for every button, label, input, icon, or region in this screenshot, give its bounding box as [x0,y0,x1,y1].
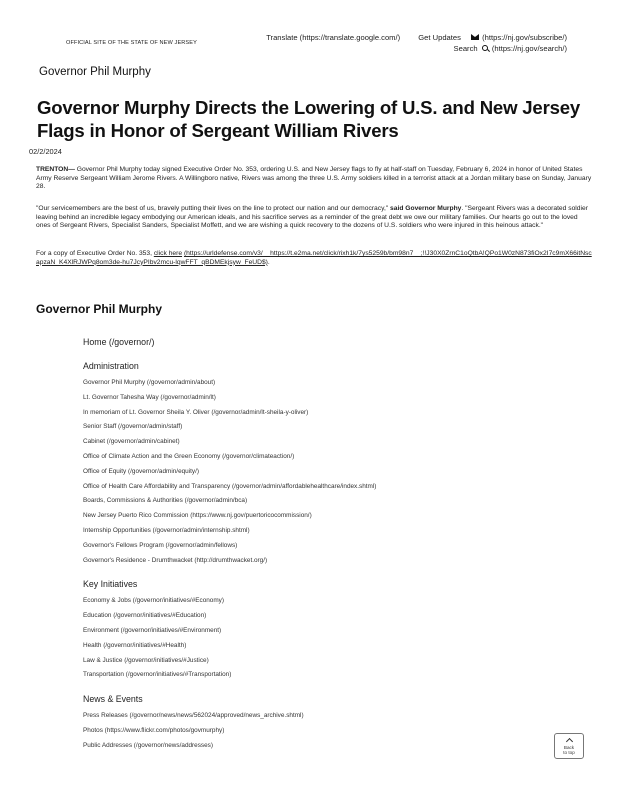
nav-item[interactable]: Governor Phil Murphy (/governor/admin/about) [83,379,216,386]
search-label: Search [453,44,478,53]
nav-item[interactable]: Environment (/governor/initiatives/#Environment) [83,626,222,634]
nav-item[interactable]: Office of Health Care Affordability and Transparency (/governor/admin/affordablehealthcare/index.shtml) [83,482,377,490]
nav-heading-administration: Administration [83,361,139,371]
nav-item[interactable]: Public Addresses (/governor/news/addresses) [83,741,214,749]
back-to-top-button[interactable] [554,733,584,759]
back-to-top-line2: to top [563,750,575,755]
envelope-icon [471,34,479,40]
site-nav [83,337,563,757]
paragraph-3-text: For a copy of Executive Order No. 353, [36,250,154,257]
get-updates-url: (https://nj.gov/subscribe/) [482,33,567,42]
site-brand[interactable]: Governor Phil Murphy [39,66,151,78]
article-date: 02/2/2024 [29,147,62,156]
article-paragraph-2 [36,205,592,231]
utility-nav [258,32,567,54]
official-site-label: OFFICIAL SITE OF THE STATE OF NEW JERSEY [66,40,197,46]
nav-item[interactable]: Boards, Commissions & Authorities (/governor/admin/bca) [83,497,248,505]
page-title: Governor Murphy Directs the Lowering of U.S. and New Jersey Flags in Honor of Sergeant William Rivers [37,97,581,141]
nav-item[interactable]: Health (/governor/initiatives/#Health) [83,641,187,649]
nav-item[interactable]: Lt. Governor Tahesha Way (/governor/admin/lt) [83,393,216,401]
nav-item[interactable]: Law & Justice (/governor/initiatives/#Justice) [83,656,209,664]
translate-link[interactable]: Translate (https://translate.google.com/) [266,33,401,42]
nav-item[interactable]: Governor's Residence - Drumthwacket (http://drumthwacket.org/) [83,556,268,564]
nav-item[interactable]: Education (/governor/initiatives/#Education) [83,612,207,620]
search-url: (https://nj.gov/search/) [491,44,567,53]
executive-order-url[interactable]: (https://urldefense.com/v3/__https://t.e2ma.net/click/rixh1k/7ys5259b/bm98n7__;!!J30X0ZrnC1oQtbA!QPo1W0zN873fiOx2I7c9mX66itNscapzaN_K4XlRJWPq8om3de-hu7JcyPIbv2mcu-lqwFFT_qBDMEkjsyw_FeUD$) [36,250,592,266]
get-updates-link[interactable] [410,33,567,42]
paragraph-3-end: . [267,258,270,266]
paragraph-1-text: Governor Phil Murphy today signed Executive Order No. 353, ordering U.S. and New Jersey flags to fly at half-staff on Tuesday, February 6, 2024 in honor of United States Army Reserve Sergeant William Jerome Rivers. A Willingboro native, Rivers was among the three U.S. Army soldiers killed in a terrorist attack at a Jordan military base on Sunday, January 28. [36,166,592,191]
nav-item[interactable]: Office of Climate Action and the Green Economy (/governor/climateaction/) [83,452,295,460]
chevron-up-icon [565,738,572,745]
get-updates-label: Get Updates [418,33,461,42]
nav-item[interactable]: Cabinet (/governor/admin/cabinet) [83,438,180,446]
nav-item[interactable]: Governor's Fellows Program (/governor/admin/fellows) [83,541,238,549]
nav-item[interactable]: In memoriam of Lt. Governor Sheila Y. Oliver (/governor/admin/lt-sheila-y-oliver) [83,408,309,416]
search-icon [482,45,488,51]
nav-heading-initiatives: Key Initiatives [83,579,138,590]
back-to-top-line1: Back [563,745,575,750]
nav-item[interactable]: Press Releases (/governor/news/news/562024/approved/news_archive.shtml) [83,712,304,720]
nav-item[interactable]: Economy & Jobs (/governor/initiatives/#Economy) [83,597,225,605]
nav-item[interactable]: New Jersey Puerto Rico Commission (https://www.nj.gov/puertoricocommission/) [83,512,312,520]
nav-item[interactable]: Internship Opportunities (/governor/admin/internship.shtml) [83,526,250,534]
executive-order-link[interactable]: click here [153,250,183,257]
nav-item[interactable]: Photos (https://www.flickr.com/photos/govmurphy) [83,726,225,734]
nav-home-link[interactable]: Home (/governor/) [83,337,155,347]
dateline: TRENTON— [36,166,75,173]
nav-item[interactable]: Office of Equity (/governor/admin/equity/) [83,467,200,475]
nav-heading-news: News & Events [83,694,143,705]
quote-part-2: . "Sergeant Rivers was a decorated soldier leaving behind an incredible legacy embodying our American ideals, and his sacrifice serves as a reminder of the great debt we owe our military families. Our hearts go out to the loved ones of Sergeant Rivers, Specialist Sanders, Specialist Moffett, and we are wishing a quick recovery to the dozens of U.S. soldiers who were injured in this heinous attack." [36,205,588,230]
article-paragraph-3 [36,250,592,267]
nav-item[interactable]: Transportation (/governor/initiatives/#Transportation) [83,671,232,679]
quote-attribution: said Governor Murphy [388,205,462,212]
search-link[interactable] [258,43,567,54]
nav-section-title: Governor Phil Murphy [36,302,163,316]
quote-part-1: "Our servicemembers are the best of us, bravely putting their lives on the line to protect our nation and our democracy," [36,205,389,212]
article-paragraph-1 [36,166,592,192]
nav-item[interactable]: Senior Staff (/governor/admin/staff) [83,423,183,431]
